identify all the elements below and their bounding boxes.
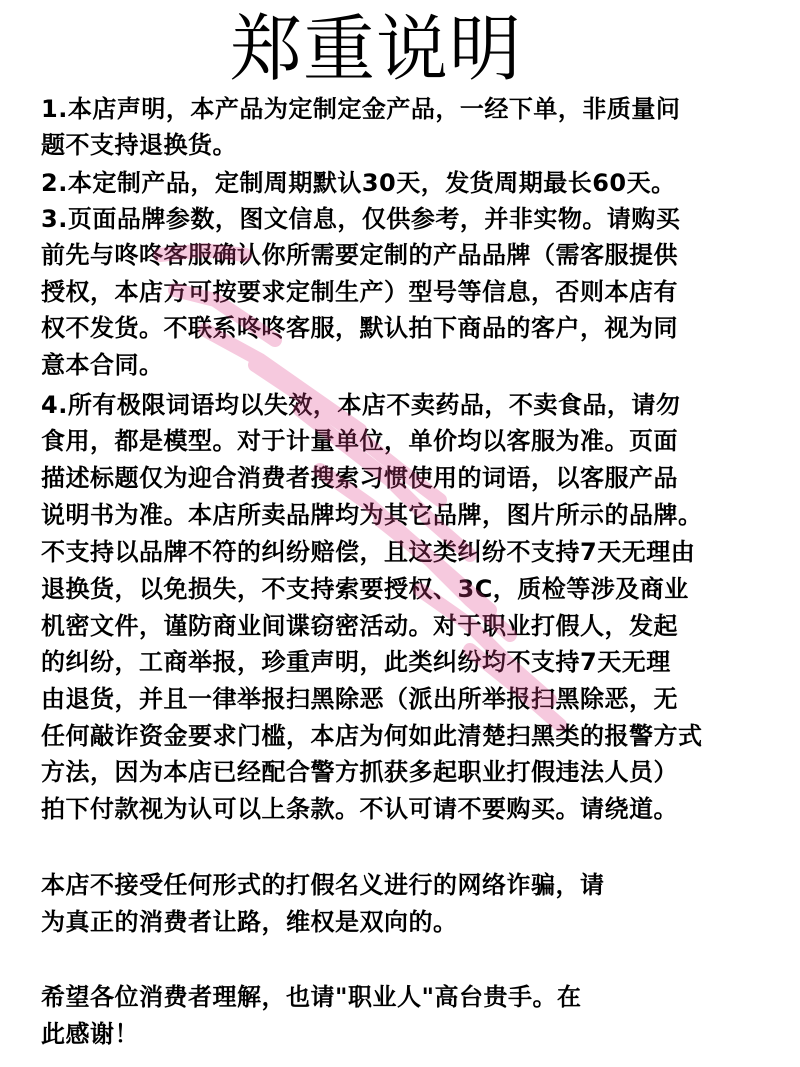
notice-line: 前先与咚咚客服确认你所需要定制的产品品牌（需客服提供 bbox=[41, 241, 678, 269]
notice-line: 食用，都是模型。对于计量单位，单价均以客服为准。页面 bbox=[41, 427, 678, 455]
notice-line: 授权，本店方可按要求定制生产）型号等信息，否则本店有 bbox=[41, 278, 678, 306]
notice-line: 3.页面品牌参数，图文信息，仅供参考，并非实物。请购买 bbox=[41, 205, 681, 233]
notice-line: 退换货，以免损失，不支持索要授权、3C，质检等涉及商业 bbox=[41, 575, 689, 603]
page-title: 郑重说明 bbox=[230, 7, 523, 91]
notice-line: 不支持以品牌不符的纠纷赔偿，且这类纠纷不支持7天无理由 bbox=[41, 538, 696, 566]
notice-line: 方法，因为本店已经配合警方抓获多起职业打假违法人员） bbox=[41, 758, 678, 786]
notice-line: 描述标题仅为迎合消费者搜索习惯使用的词语，以客服产品 bbox=[41, 464, 678, 492]
notice-line: 1.本店声明，本产品为定制定金产品，一经下单，非质量问 bbox=[41, 95, 681, 123]
notice-line: 2.本定制产品，定制周期默认30天，发货周期最长60天。 bbox=[41, 169, 676, 197]
notice-line: 任何敲诈资金要求门槛，本店为何如此清楚扫黑类的报警方式 bbox=[41, 722, 703, 750]
notice-line: 题不支持退换货。 bbox=[41, 131, 237, 159]
notice-line: 为真正的消费者让路，维权是双向的。 bbox=[41, 908, 458, 936]
notice-line: 意本合同。 bbox=[41, 351, 164, 379]
notice-line: 此感谢！ bbox=[41, 1020, 139, 1048]
notice-line: 希望各位消费者理解，也请"职业人"高台贵手。在 bbox=[41, 983, 582, 1011]
notice-line: 本店不接受任何形式的打假名义进行的网络诈骗，请 bbox=[41, 871, 605, 899]
notice-line: 权不发货。不联系咚咚客服，默认拍下商品的客户，视为同 bbox=[41, 314, 678, 342]
notice-line: 拍下付款视为认可以上条款。不认可请不要购买。请绕道。 bbox=[41, 795, 678, 823]
notice-line: 机密文件，谨防商业间谍窃密活动。对于职业打假人，发起 bbox=[41, 612, 678, 640]
notice-line: 的纠纷，工商举报，珍重声明，此类纠纷均不支持7天无理 bbox=[41, 648, 671, 676]
notice-line: 说明书为准。本店所卖品牌均为其它品牌，图片所示的品牌。 bbox=[41, 501, 703, 529]
notice-line: 4.所有极限词语均以失效，本店不卖药品，不卖食品，请勿 bbox=[41, 391, 681, 419]
notice-line: 由退货，并且一律举报扫黑除恶（派出所举报扫黑除恶，无 bbox=[41, 685, 678, 713]
